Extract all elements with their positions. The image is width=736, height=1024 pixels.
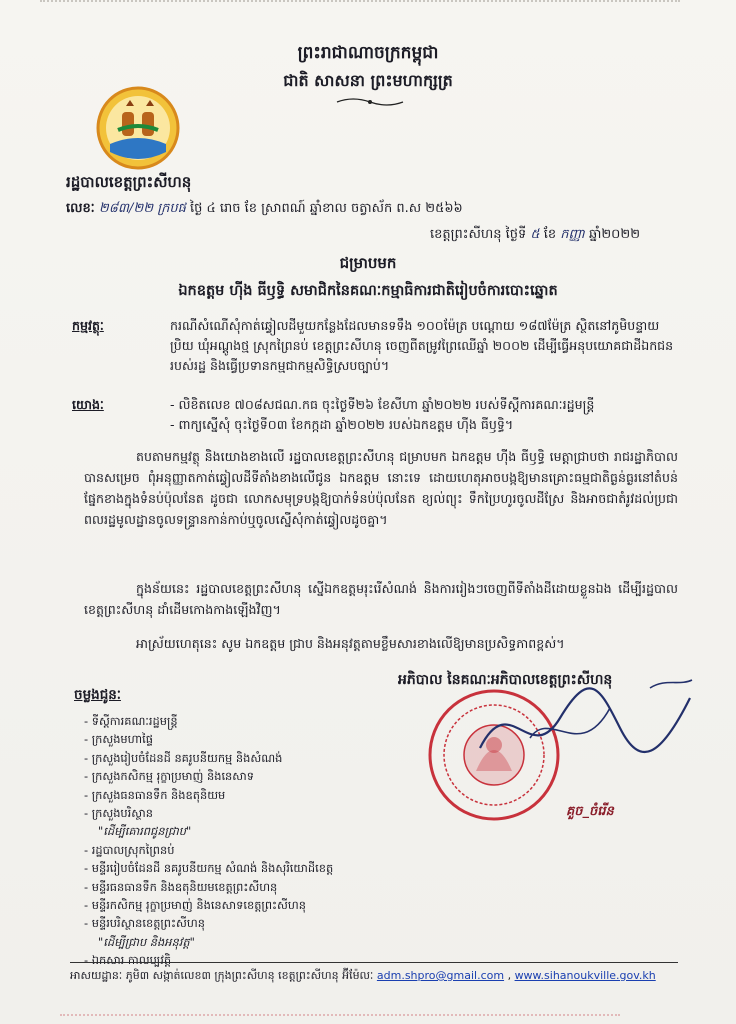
- cc-item: - ក្រសួងបរិស្ថាន: [84, 806, 153, 821]
- cc-note: "ដើម្បីជ្រាប និងអនុវត្ត": [98, 934, 195, 949]
- date-month: កញ្ញា: [560, 227, 585, 242]
- place-date-line: [430, 226, 640, 245]
- cc-item: - មន្ទីរធនធានទឹក និងឧតុនិយមខេត្តព្រះសីហនុ: [84, 879, 278, 894]
- ornament-divider: [335, 96, 405, 108]
- date-day: ៥: [530, 227, 540, 242]
- cc-item: - ទីស្តីការគណៈរដ្ឋមន្ត្រី: [84, 714, 178, 728]
- subject-block: [72, 316, 682, 373]
- footer-separator: ,: [507, 969, 512, 982]
- cc-item: - មន្ទីររៀបចំដែនដី នគរូបនីយកម្ម សំណង់ និងសុរិយោដីខេត្ត: [84, 861, 334, 876]
- cc-item: - ក្រសួងមហាផ្ទៃ: [84, 732, 153, 747]
- subject-label: កម្មវត្ថុៈ: [72, 318, 104, 333]
- lunar-date: ថ្ងៃ ៤ រោច ខែ ស្រាពណ៍ ឆ្នាំខាល ចត្វាស័ក ព.ស ២៥៦៦: [190, 201, 463, 216]
- top-dotted-rule: [40, 0, 680, 8]
- cc-note: "ដើម្បីគោរពជូនជ្រាប": [98, 824, 192, 839]
- footer-website-link[interactable]: www.sihanoukville.gov.kh: [514, 969, 656, 982]
- footer-address-text: អាសយដ្ឋានៈ ភូមិ៣ សង្កាត់លេខ៣ ក្រុងព្រះសីហនុ ខេត្តព្រះសីហនុ អ៊ីម៉ែលៈ: [70, 969, 374, 982]
- cc-item: - ក្រសួងរៀបចំដែនដី នគរូបនីយកម្ម និងសំណង់: [84, 750, 283, 765]
- national-motto: ជាតិ សាសនា ព្រះមហាក្សត្រ: [283, 71, 453, 90]
- date-year: ឆ្នាំ២០២២: [588, 227, 641, 242]
- province-emblem-logo: [96, 86, 180, 170]
- month-prefix: ខែ: [543, 227, 557, 242]
- subject-text: ករណីសំណើសុំកាត់ឆ្វៀលដីមួយកន្លែងដែលមានទទឹង ១០០ម៉ែត្រ បណ្តោយ ១៨៧ម៉ែត្រ ស្ថិតនៅភូមិបន្ទាយប្រិយ ឃុំអណ្តូងថ្ម ស្រុកព្រៃនប់ ខេត្តព្រះសីហនុ ចេញពីតម្រូវព្រៃឈើឆ្នាំ ២០០២ ដើម្បីធ្វើអនុបយោគជាដីឯកជនរបស់រដ្ឋ និងធ្វើប្រទានកម្មជាកម្មសិទ្ធិស្របច្បាប់។: [170, 318, 674, 373]
- cc-title: ចម្លងជូនៈ: [74, 687, 121, 703]
- body-paragraph: អាស្រ័យហេតុនេះ សូម ឯកឧត្តម ជ្រាប និងអនុវត្តតាមខ្លឹមសារខាងលើឱ្យមានប្រសិទ្ធភាពខ្ពស់។: [136, 636, 565, 651]
- cc-item: - រដ្ឋបាលស្រុកព្រៃនប់: [84, 842, 175, 857]
- signatory-title: អភិបាល នៃគណៈអភិបាលខេត្តព្រះសីហនុ: [398, 672, 613, 688]
- reference-items: [170, 395, 680, 435]
- ref-number: ២៨៣/២២ ក្របផ: [98, 201, 186, 216]
- footer-address: [70, 962, 678, 985]
- cc-item: - ឯកសារ កាលប្បវត្តិ: [84, 953, 172, 968]
- cc-item: - ក្រសួងកសិកម្ម រុក្ខាប្រមាញ់ និងនេសាទ: [84, 769, 254, 784]
- place-date-prefix: ខេត្តព្រះសីហនុ ថ្ងៃទី: [430, 227, 527, 242]
- body-paragraph: តបតាមកម្មវត្ថុ និងយោងខាងលើ រដ្ឋបាលខេត្តព្រះសីហនុ ជម្រាបមក ឯកឧត្តម ហ៊ីង ធីឫទ្ធិ មេត្តាជ្រាបថា រាជរដ្ឋាភិបាល បានសម្រេច ពុំអនុញ្ញាតកាត់ឆ្វៀលដីទីតាំងខាងលើជូន ឯកឧត្តម នោះទេ ដោយហេតុអាចបង្កឱ្យមានគ្រោះធម្មជាតិធ្ងន់ធ្ងរនៅតំបន់ផ្នែកខាងក្នុងទំនប់ប៉ុលនែត ដូចជា លោកសមុទ្របង្កឱ្យបាក់ទំនប់ប៉ុលនែត ខ្យល់ព្យុះ ទឹកប្រៃហូរចូលដីស្រែ និងអាចជាតំរូវដល់ប្រជាពលរដ្ឋមូលដ្ឋានចូលទន្ទ្រានកាន់កាប់ឬចូលស្នើសុំកាត់ឆ្វៀលដូចគ្នា។: [84, 449, 678, 527]
- footer-email-link[interactable]: adm.shpro@gmail.com: [376, 969, 505, 982]
- reference-item: - លិខិតលេខ ៧០៨សជណ.កធ ចុះថ្ងៃទី២៦ ខែសីហា ឆ្នាំ២០២២ របស់ទីស្តីការគណៈរដ្ឋមន្ត្រី: [170, 397, 595, 412]
- recipient-line: ឯកឧត្តម ហ៊ីង ធីឫទ្ធិ សមាជិកនៃគណៈកម្មាធិការជាតិរៀបចំការបោះឆ្នោត: [178, 283, 558, 299]
- reference-item: - ពាក្យស្នើសុំ ចុះថ្ងៃទី០៣ ខែកក្កដា ឆ្នាំ២០២២ របស់ឯកឧត្តម ហ៊ីង ធីឫទ្ធិ។: [170, 417, 514, 432]
- ref-label: លេខៈ: [66, 201, 95, 216]
- kingdom-title: ព្រះរាជាណាចក្រកម្ពុជា: [297, 43, 439, 63]
- cc-item: - មន្ទីរកសិកម្ម រុក្ខាប្រមាញ់ និងនេសាទខេត្តព្រះសីហនុ: [84, 898, 306, 913]
- reference-label: យោងៈ: [72, 397, 104, 412]
- cc-item: - មន្ទីរបរិស្ថានខេត្តព្រះសីហនុ: [84, 916, 205, 931]
- cc-list: [84, 712, 404, 970]
- cc-item: - ក្រសួងធនធានទឹក និងឧតុនិយម: [84, 787, 226, 802]
- signatory-name: គួច_ចំរើន: [566, 804, 614, 819]
- reference-line: [66, 200, 463, 219]
- salutation: ជម្រាបមក: [339, 254, 397, 272]
- body-paragraph: ក្នុងន័យនេះ រដ្ឋបាលខេត្តព្រះសីហនុ ស្នើឯកឧត្តមរុះរើសំណង់ និងការរៀងៗចេញពីទីតាំងដីដោយខ្លួនឯង ដើម្បីរដ្ឋបាលខេត្តព្រះសីហនុ ដាំដើមកោងកាងឡើងវិញ។: [84, 581, 678, 617]
- reference-block: [72, 395, 682, 432]
- bottom-dotted-rule: [60, 1014, 620, 1020]
- issuer-name: រដ្ឋបាលខេត្តព្រះសីហនុ: [66, 173, 192, 191]
